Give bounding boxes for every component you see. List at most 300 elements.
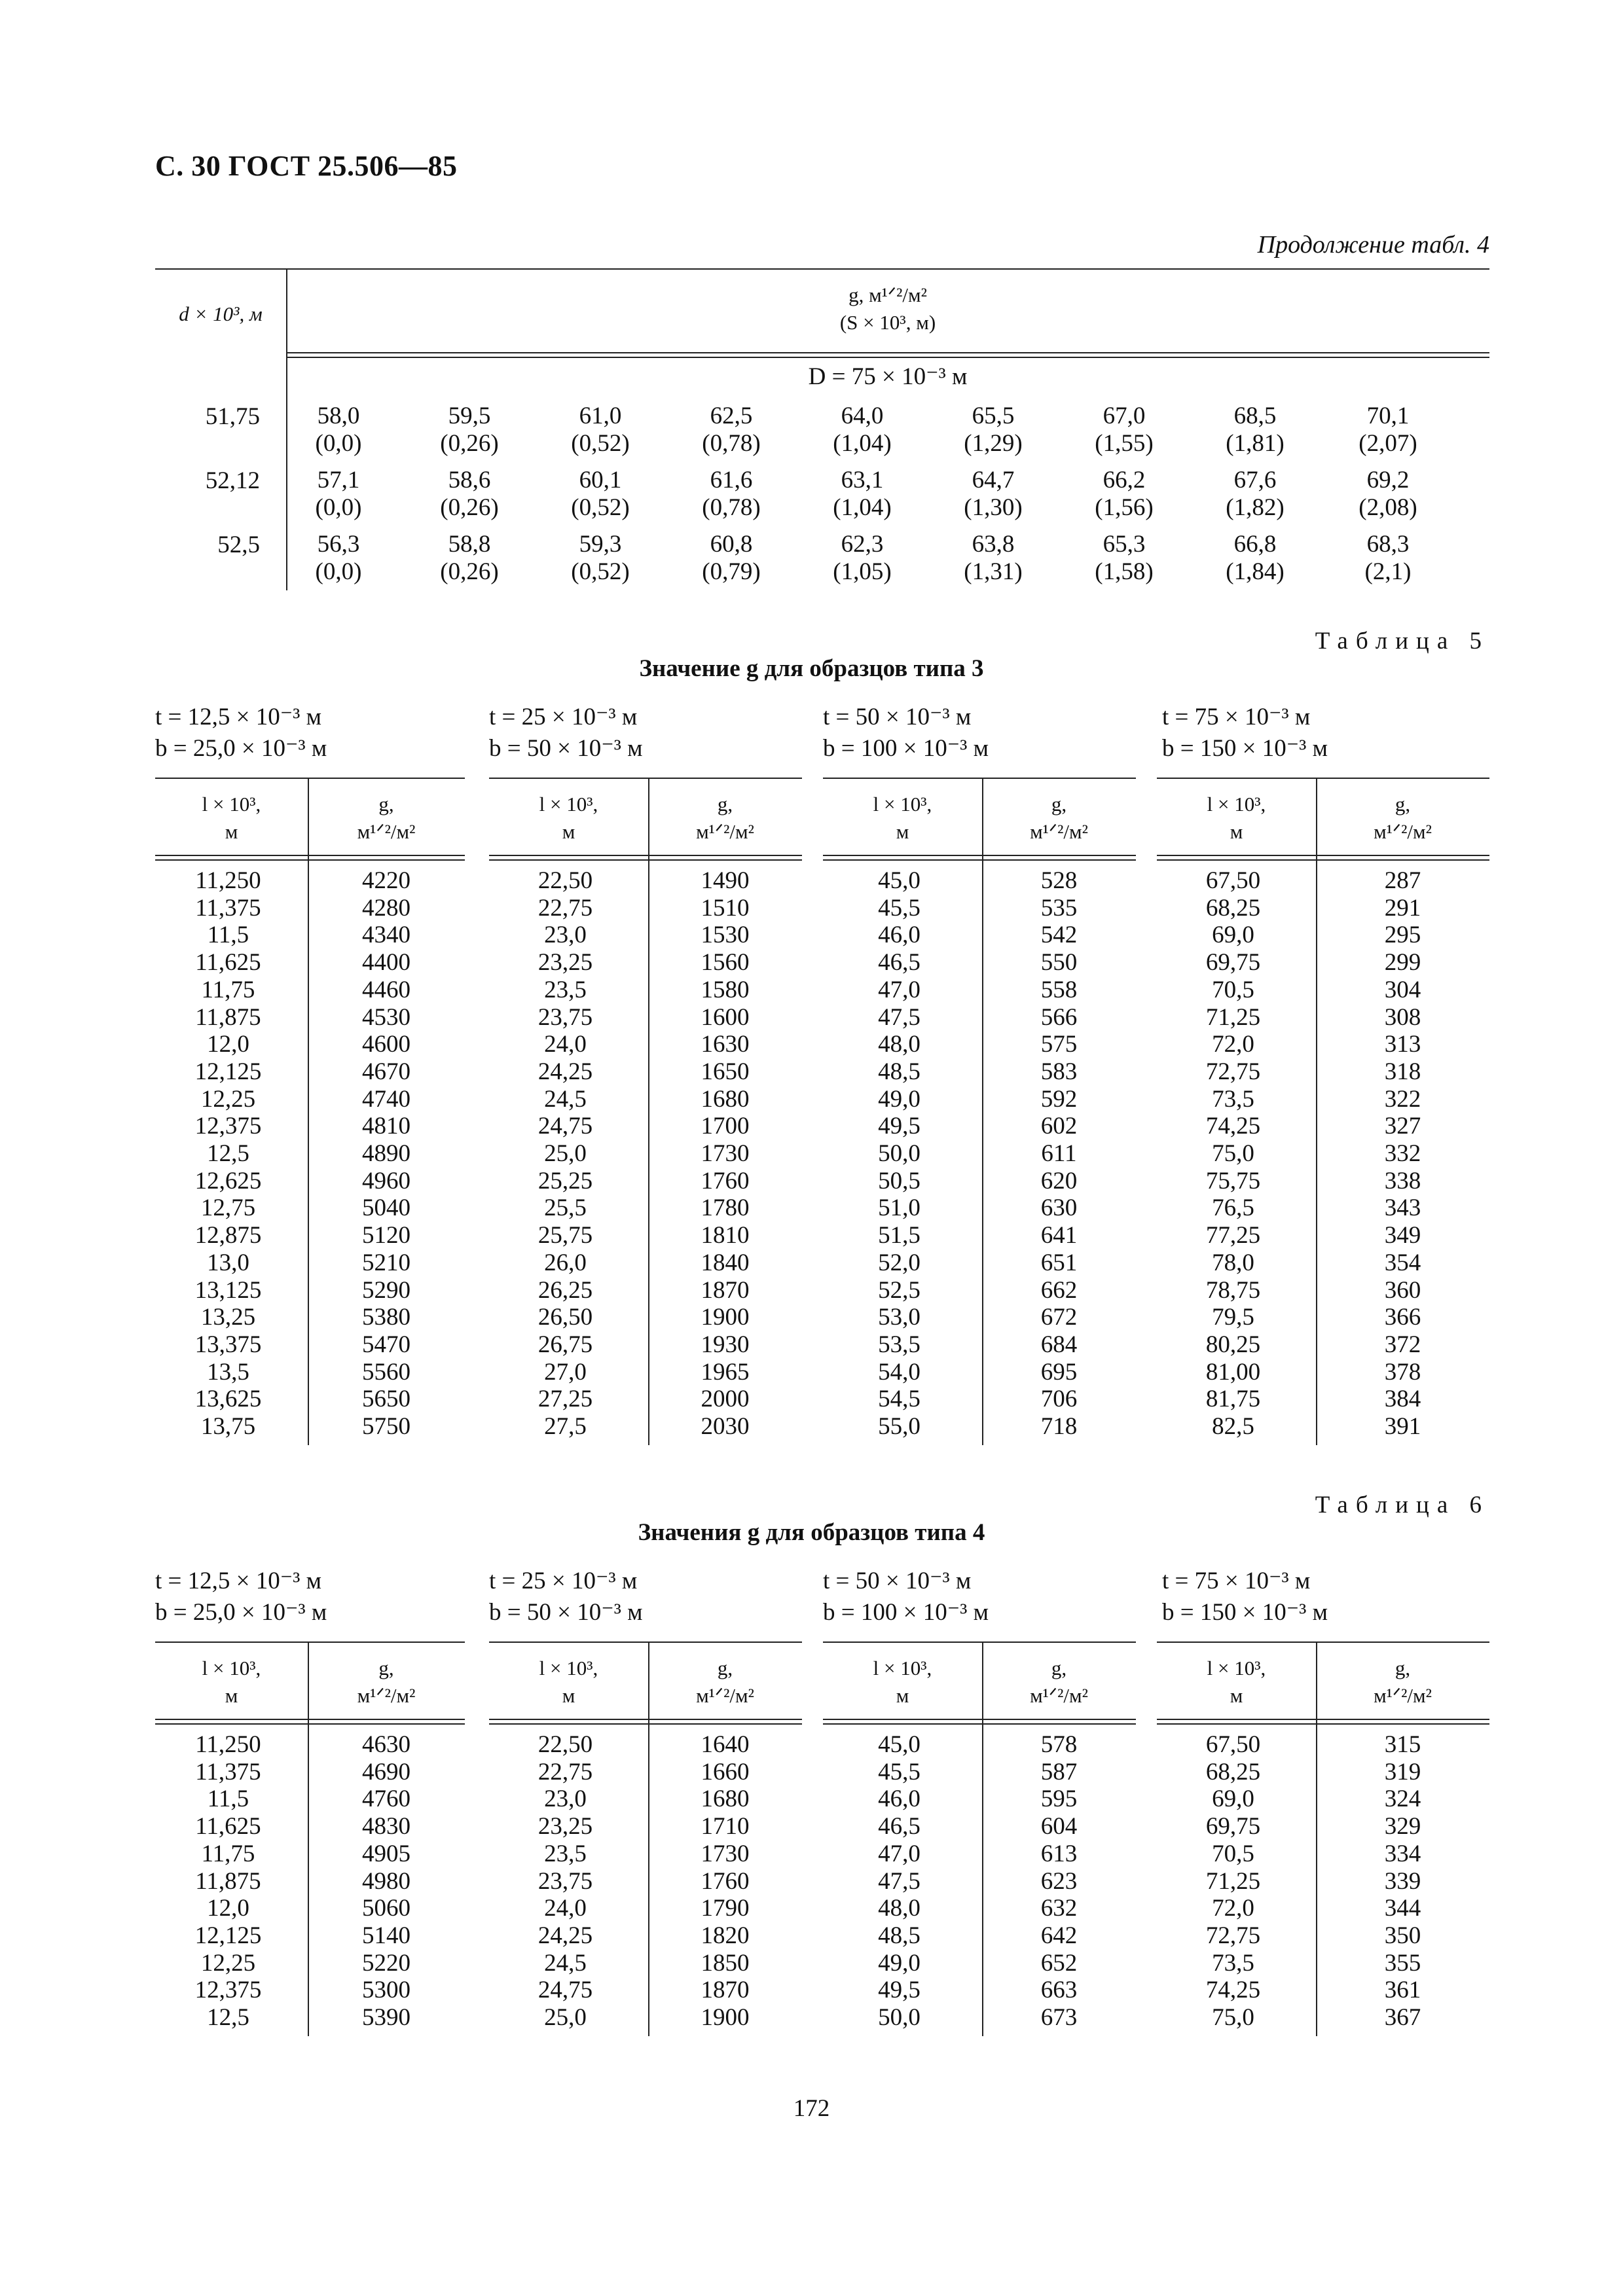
group-caption (1162, 1566, 1328, 1628)
table-row (489, 1221, 802, 1249)
cell-l-value: 11,375 (195, 894, 261, 922)
table-row (1157, 1030, 1489, 1058)
table-5 (155, 702, 1489, 1461)
table-top-rule (155, 268, 1489, 270)
cell-l-value: 13,25 (200, 1304, 256, 1331)
table-row (489, 1331, 802, 1358)
cell-l-value: 72,75 (1205, 1058, 1261, 1085)
g-value: 58,8 (448, 531, 491, 558)
table-row (1157, 867, 1489, 894)
cell-g-value: 566 (1040, 1003, 1078, 1031)
cell-g-value: 338 (1384, 1167, 1421, 1194)
table-row (155, 948, 465, 976)
cell-l-value: 11,75 (201, 976, 255, 1003)
cell-g-value: 324 (1384, 1785, 1421, 1813)
table-row (489, 921, 802, 948)
column-header-g (982, 1655, 1136, 1710)
column-header-g-line1: g, (717, 1657, 733, 1679)
thickness-label: t = 12,5 × 10⁻³ м (155, 1568, 322, 1594)
cell-g-value: 391 (1384, 1413, 1421, 1440)
table-row (155, 1276, 465, 1304)
table-row (1157, 1812, 1489, 1840)
table-row (823, 1112, 1136, 1139)
table-row (1157, 1412, 1489, 1440)
g-value: 60,8 (710, 531, 753, 558)
cell-l-value: 46,5 (878, 949, 921, 977)
cell-l-value: 48,0 (878, 1895, 921, 1922)
cell-g-value: 1650 (701, 1058, 750, 1085)
table-row (155, 1812, 465, 1840)
cell-g-value: 5140 (362, 1922, 410, 1949)
table-row (823, 1276, 1136, 1304)
width-label: b = 100 × 10⁻³ м (823, 1599, 989, 1626)
table-row (155, 1867, 465, 1895)
cell-l-value: 24,5 (544, 1949, 587, 1977)
cell-l-value: 80,25 (1205, 1331, 1261, 1358)
table-row (155, 1221, 465, 1249)
column-header-l-line2: м (562, 820, 575, 843)
cell-g-value: 1600 (701, 1003, 750, 1031)
column-header-l-line2: м (1230, 1684, 1243, 1707)
table-row (823, 1840, 1136, 1867)
cell-g-value: 313 (1384, 1031, 1421, 1058)
cell-g-value: 673 (1040, 2004, 1078, 2031)
g-value: 68,5 (1233, 403, 1277, 429)
cell-l-value: 49,5 (878, 1977, 921, 2004)
cell-l-value: 69,75 (1205, 949, 1261, 977)
table-row (1157, 1358, 1489, 1386)
cell-g-value (1206, 467, 1304, 522)
column-header-g (1316, 1655, 1489, 1710)
table-row (489, 1922, 802, 1949)
cell-g-value: 4830 (362, 1813, 410, 1840)
cell-g-value: 2000 (701, 1386, 750, 1413)
g-value: 59,3 (579, 531, 622, 558)
g-value: 64,0 (841, 403, 884, 429)
cell-g-value: 5650 (362, 1386, 410, 1413)
cell-g-value: 295 (1384, 922, 1421, 949)
cell-l-value: 22,75 (538, 894, 593, 922)
cell-l-value: 81,00 (1205, 1358, 1261, 1386)
column-header-g (648, 791, 802, 846)
g-value: 61,0 (579, 403, 622, 429)
cell-l-value: 70,5 (1212, 976, 1254, 1003)
cell-g-value: 583 (1040, 1058, 1078, 1085)
s-value: (1,56) (1095, 494, 1154, 521)
cell-l-value: 47,0 (878, 976, 921, 1003)
table-row (489, 1167, 802, 1194)
table-row (489, 1840, 802, 1867)
column-header-g-line1: g, (1051, 793, 1067, 816)
table-row (155, 1358, 465, 1386)
table-row (489, 1139, 802, 1167)
table-row (823, 1167, 1136, 1194)
cell-l-value: 72,75 (1205, 1922, 1261, 1949)
column-header-g (308, 791, 465, 846)
cell-l-value: 69,0 (1212, 1785, 1254, 1813)
group-caption (823, 1566, 989, 1628)
cell-d-value: 52,12 (205, 467, 260, 494)
cell-g-value: 4460 (362, 976, 410, 1003)
cell-g-value: 684 (1040, 1331, 1078, 1358)
thickness-label: t = 75 × 10⁻³ м (1162, 704, 1311, 730)
cell-l-value: 11,875 (195, 1867, 261, 1895)
cell-l-value: 13,125 (194, 1276, 262, 1304)
cell-g-value: 558 (1040, 976, 1078, 1003)
table-5-label: Таблица 5 (1315, 628, 1489, 655)
table-row (155, 1331, 465, 1358)
cell-g-value: 528 (1040, 867, 1078, 894)
table-row (155, 1976, 465, 2003)
cell-g-value: 1490 (701, 867, 750, 894)
cell-g-value: 349 (1384, 1222, 1421, 1249)
column-header-l-line2: м (896, 820, 909, 843)
cell-l-value: 49,0 (878, 1949, 921, 1977)
s-value: (1,55) (1095, 430, 1154, 457)
cell-l-value: 12,375 (194, 1977, 262, 2004)
cell-g-value (813, 531, 911, 586)
column-header-g-line2: м¹ᐟ²/м² (1374, 1684, 1432, 1707)
header-double-rule (823, 855, 1136, 861)
table-row (155, 1058, 465, 1085)
table-row (155, 1249, 465, 1276)
cell-g-value: 1700 (701, 1113, 750, 1140)
column-header-g-line1: g, (1051, 1657, 1067, 1679)
cell-l-value: 68,25 (1205, 894, 1261, 922)
g-value: 68,3 (1366, 531, 1410, 558)
cell-g-value: 718 (1040, 1413, 1078, 1440)
table-row (823, 1221, 1136, 1249)
cell-g-value: 339 (1384, 1867, 1421, 1895)
table-row (823, 867, 1136, 894)
table-row (1157, 894, 1489, 922)
cell-l-value: 13,5 (207, 1358, 249, 1386)
cell-l-value: 12,25 (200, 1085, 256, 1113)
cell-g-value: 5390 (362, 2004, 410, 2031)
cell-l-value: 76,5 (1212, 1194, 1254, 1222)
column-header-l-line2: м (1230, 820, 1243, 843)
cell-g-value: 4760 (362, 1785, 410, 1813)
cell-g-value: 1680 (701, 1785, 750, 1813)
cell-g-value: 613 (1040, 1840, 1078, 1867)
cell-g-value (1075, 531, 1173, 586)
column-header-l (489, 1655, 648, 1710)
cell-l-value: 46,5 (878, 1813, 921, 1840)
table-row (823, 1949, 1136, 1977)
cell-l-value: 23,5 (544, 976, 587, 1003)
group-caption (823, 702, 989, 764)
table-row (1157, 921, 1489, 948)
cell-l-value: 12,25 (200, 1949, 256, 1977)
column-header-l-line2: м (896, 1684, 909, 1707)
s-value: (1,58) (1095, 558, 1154, 585)
table-row (1157, 1894, 1489, 1922)
cell-g-value: 5750 (362, 1413, 410, 1440)
table-row (489, 1276, 802, 1304)
cell-g-value: 291 (1384, 894, 1421, 922)
table-row (489, 1112, 802, 1139)
s-value: (1,04) (833, 494, 892, 521)
cell-g-value: 1730 (701, 1840, 750, 1867)
cell-l-value: 22,50 (538, 1731, 593, 1758)
column-header-l-line2: м (225, 820, 238, 843)
cell-g-value: 663 (1040, 1977, 1078, 2004)
cell-l-value: 12,875 (194, 1222, 262, 1249)
table-row (823, 1249, 1136, 1276)
table-row (489, 1058, 802, 1085)
g-value: 61,6 (710, 467, 753, 493)
column-header-l-line1: l × 10³, (873, 793, 932, 816)
cell-g-value: 641 (1040, 1222, 1078, 1249)
s-value: (2,1) (1364, 558, 1412, 585)
cell-l-value: 26,0 (544, 1249, 587, 1276)
cell-l-value: 82,5 (1212, 1413, 1254, 1440)
cell-g-value: 2030 (701, 1413, 750, 1440)
cell-g-value: 575 (1040, 1031, 1078, 1058)
cell-g-value: 602 (1040, 1113, 1078, 1140)
cell-g-value (944, 403, 1042, 457)
table-row (155, 1894, 465, 1922)
column-header-l-line2: м (225, 1684, 238, 1707)
cell-l-value: 26,50 (538, 1304, 593, 1331)
cell-g-value: 318 (1384, 1058, 1421, 1085)
table-row (823, 1331, 1136, 1358)
cell-l-value: 52,0 (878, 1249, 921, 1276)
group-caption (489, 702, 643, 764)
cell-g-value: 4670 (362, 1058, 410, 1085)
column-header-g-line2: м¹ᐟ²/м² (357, 820, 416, 843)
table-row (823, 1030, 1136, 1058)
column-header-l (155, 1655, 308, 1710)
cell-g-value: 5120 (362, 1222, 410, 1249)
cell-l-value: 11,625 (195, 949, 261, 977)
cell-g-value: 4220 (362, 867, 410, 894)
cell-l-value: 47,5 (878, 1867, 921, 1895)
cell-g-value: 315 (1384, 1731, 1421, 1758)
table-row (1157, 1385, 1489, 1412)
cell-l-value: 11,5 (207, 922, 249, 949)
table-row (823, 1385, 1136, 1412)
table-row (155, 1949, 465, 1977)
cell-g-value: 304 (1384, 976, 1421, 1003)
cell-l-value: 23,75 (538, 1003, 593, 1031)
table-row (489, 1303, 802, 1331)
cell-g-value: 592 (1040, 1085, 1078, 1113)
table-row (155, 1840, 465, 1867)
table-row (1157, 1112, 1489, 1139)
column-header-g-line2: м¹ᐟ²/м² (357, 1684, 416, 1707)
width-label: b = 50 × 10⁻³ м (489, 1599, 643, 1626)
cell-g-value: 322 (1384, 1085, 1421, 1113)
header-double-rule (286, 352, 1489, 358)
column-header-l (1157, 1655, 1316, 1710)
cell-l-value: 26,25 (538, 1276, 593, 1304)
table-6 (155, 1566, 1489, 2063)
cell-l-value: 23,0 (544, 922, 587, 949)
cell-l-value: 46,0 (878, 1785, 921, 1813)
table-row (1157, 1167, 1489, 1194)
column-header-g-line1: g, (1395, 793, 1411, 816)
table-row (1157, 1303, 1489, 1331)
column-header-g-line1: g, (1395, 1657, 1411, 1679)
table-row (489, 1867, 802, 1895)
table-row (155, 1085, 465, 1113)
cell-l-value: 54,5 (878, 1386, 921, 1413)
table-row (823, 948, 1136, 976)
table-row (823, 1812, 1136, 1840)
column-header-g-line2: (S × 10³, м) (839, 311, 936, 334)
g-value: 70,1 (1366, 403, 1410, 429)
s-value: (0,0) (315, 430, 362, 457)
cell-l-value: 11,875 (195, 1003, 261, 1031)
cell-l-value: 75,0 (1212, 1140, 1254, 1167)
cell-g-value: 5210 (362, 1249, 410, 1276)
table-row (1157, 1976, 1489, 2003)
cell-g-value: 4740 (362, 1085, 410, 1113)
s-value: (0,78) (702, 494, 761, 521)
cell-l-value: 74,25 (1205, 1113, 1261, 1140)
table-row (1157, 1922, 1489, 1949)
table-row (1157, 1758, 1489, 1785)
cell-l-value: 46,0 (878, 922, 921, 949)
group-top-rule (1157, 778, 1489, 779)
cell-g-value: 1580 (701, 976, 750, 1003)
table-row (1157, 1139, 1489, 1167)
cell-l-value: 53,0 (878, 1304, 921, 1331)
g-value: 58,0 (317, 403, 360, 429)
table-row (489, 1949, 802, 1977)
g-value: 60,1 (579, 467, 622, 493)
table-row (155, 1922, 465, 1949)
cell-g-value: 651 (1040, 1249, 1078, 1276)
cell-l-value: 51,0 (878, 1194, 921, 1222)
cell-l-value: 68,25 (1205, 1758, 1261, 1785)
header-double-rule (489, 855, 802, 861)
cell-l-value: 23,25 (538, 1813, 593, 1840)
table-row (1157, 1003, 1489, 1031)
column-group (489, 702, 802, 1461)
cell-l-value: 24,75 (538, 1113, 593, 1140)
cell-l-value: 12,75 (200, 1194, 256, 1222)
thickness-label: t = 75 × 10⁻³ м (1162, 1568, 1311, 1594)
table-row (489, 1385, 802, 1412)
table-row (1157, 1221, 1489, 1249)
table-row (155, 1412, 465, 1440)
cell-g-value: 1870 (701, 1276, 750, 1304)
column-header-l-line1: l × 10³, (202, 1657, 261, 1679)
table-row (823, 1731, 1136, 1758)
cell-g-value: 5060 (362, 1895, 410, 1922)
table-row (155, 894, 465, 922)
cell-g-value: 542 (1040, 922, 1078, 949)
cell-l-value: 49,0 (878, 1085, 921, 1113)
width-label: b = 150 × 10⁻³ м (1162, 735, 1328, 762)
cell-l-value: 73,5 (1212, 1949, 1254, 1977)
cell-l-value: 73,5 (1212, 1085, 1254, 1113)
s-value: (1,82) (1226, 494, 1285, 521)
cell-g-value (1339, 403, 1437, 457)
s-value: (1,29) (964, 430, 1023, 457)
cell-g-value: 1630 (701, 1031, 750, 1058)
cell-g-value: 5560 (362, 1358, 410, 1386)
cell-g-value: 4890 (362, 1140, 410, 1167)
cell-l-value: 24,5 (544, 1085, 587, 1113)
table-row (823, 1303, 1136, 1331)
cell-l-value: 27,5 (544, 1413, 587, 1440)
cell-g-value: 1660 (701, 1758, 750, 1785)
cell-g-value: 5040 (362, 1194, 410, 1222)
column-header-g (286, 281, 1489, 336)
table-row (489, 1758, 802, 1785)
cell-g-value: 1900 (701, 2004, 750, 2031)
group-caption (155, 702, 327, 764)
cell-g-value: 587 (1040, 1758, 1078, 1785)
cell-g-value: 1900 (701, 1304, 750, 1331)
s-value: (2,08) (1359, 494, 1417, 521)
column-header-g (1316, 791, 1489, 846)
cell-l-value: 50,0 (878, 1140, 921, 1167)
table-row (155, 1167, 465, 1194)
column-header-l (823, 791, 982, 846)
thickness-label: t = 50 × 10⁻³ м (823, 704, 972, 730)
cell-g-value: 4400 (362, 949, 410, 977)
cell-l-value: 69,0 (1212, 922, 1254, 949)
table-row (155, 1785, 465, 1812)
table-row (823, 1412, 1136, 1440)
cell-g-value: 367 (1384, 2004, 1421, 2031)
cell-g-value (420, 531, 519, 586)
cell-g-value: 1560 (701, 949, 750, 977)
cell-g-value (1075, 467, 1173, 522)
cell-g-value: 1790 (701, 1895, 750, 1922)
table-row (489, 1085, 802, 1113)
cell-g-value: 329 (1384, 1813, 1421, 1840)
table-row (489, 1194, 802, 1221)
table-row (1157, 1331, 1489, 1358)
cell-g-value: 1530 (701, 922, 750, 949)
table-row (489, 1785, 802, 1812)
cell-l-value: 22,50 (538, 867, 593, 894)
cell-g-value: 5300 (362, 1977, 410, 2004)
cell-g-value: 578 (1040, 1731, 1078, 1758)
cell-g-value (289, 531, 388, 586)
cell-l-value: 11,250 (195, 1731, 261, 1758)
table-row (823, 1867, 1136, 1895)
cell-l-value: 75,75 (1205, 1167, 1261, 1194)
cell-l-value: 48,5 (878, 1922, 921, 1949)
s-value: (1,04) (833, 430, 892, 457)
s-value: (2,07) (1359, 430, 1417, 457)
cell-l-value: 23,75 (538, 1867, 593, 1895)
column-header-l (489, 791, 648, 846)
cell-g-value: 611 (1041, 1140, 1077, 1167)
cell-g-value: 5380 (362, 1304, 410, 1331)
cell-l-value: 50,5 (878, 1167, 921, 1194)
page-header: С. 30 ГОСТ 25.506—85 (155, 150, 458, 182)
s-value: (0,78) (702, 430, 761, 457)
table-row (489, 976, 802, 1003)
cell-l-value: 12,0 (207, 1031, 249, 1058)
table-row (1157, 976, 1489, 1003)
cell-g-value: 5290 (362, 1276, 410, 1304)
cell-g-value: 4810 (362, 1113, 410, 1140)
column-header-l-line1: l × 10³, (1207, 793, 1266, 816)
cell-g-value: 360 (1384, 1276, 1421, 1304)
cell-g-value (420, 467, 519, 522)
cell-l-value: 69,75 (1205, 1813, 1261, 1840)
g-value: 67,6 (1233, 467, 1277, 493)
width-label: b = 100 × 10⁻³ м (823, 735, 989, 762)
